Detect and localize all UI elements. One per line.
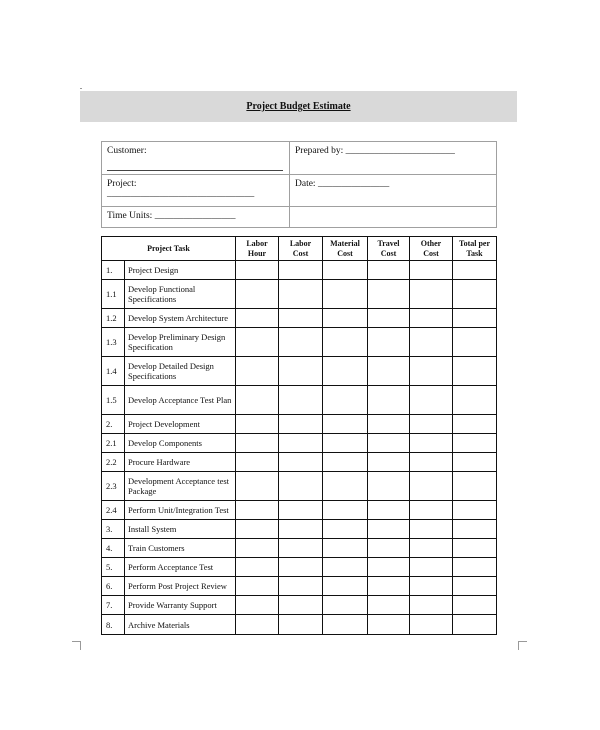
task-number: 2.4 [102,501,125,520]
travel-cost-cell[interactable] [368,386,410,415]
table-row [102,577,497,596]
labor-hour-cell[interactable] [236,453,279,472]
labor-cost-cell[interactable] [279,539,323,558]
time-units-cell[interactable] [102,207,290,228]
table-row [102,434,497,453]
material-cost-cell[interactable] [323,453,368,472]
travel-cost-cell[interactable] [368,520,410,539]
project-cell[interactable] [102,175,290,207]
budget-table [101,236,497,635]
task-name: Develop System Architecture [125,309,236,328]
other-cost-cell[interactable] [410,261,453,280]
labor-cost-cell[interactable] [279,386,323,415]
table-row [102,501,497,520]
total-per-task-cell[interactable] [453,520,497,539]
table-row [102,539,497,558]
travel-cost-cell[interactable] [368,328,410,357]
material-cost-cell[interactable] [323,596,368,615]
crop-mark-bottom-right [518,641,527,650]
labor-hour-cell[interactable] [236,415,279,434]
time-units-label: Time Units: [107,211,153,221]
table-header-row [102,237,497,261]
material-cost-cell[interactable] [323,501,368,520]
other-cost-cell[interactable] [410,280,453,309]
table-row [102,357,497,386]
other-cost-cell[interactable] [410,539,453,558]
task-number: 4. [102,539,125,558]
total-per-task-cell[interactable] [453,501,497,520]
other-cost-cell[interactable] [410,309,453,328]
other-cost-cell[interactable] [410,328,453,357]
table-row [102,615,497,635]
labor-cost-cell[interactable] [279,558,323,577]
task-name: Project Development [125,415,236,434]
total-per-task-cell[interactable] [453,280,497,309]
total-per-task-cell[interactable] [453,472,497,501]
total-per-task-cell[interactable] [453,328,497,357]
total-per-task-cell[interactable] [453,309,497,328]
labor-hour-cell[interactable] [236,261,279,280]
table-row [102,453,497,472]
task-name: Development Acceptance test Package [125,472,236,501]
travel-cost-cell[interactable] [368,539,410,558]
total-per-task-cell[interactable] [453,596,497,615]
travel-cost-cell[interactable] [368,596,410,615]
task-name: Train Customers [125,539,236,558]
travel-cost-cell[interactable] [368,472,410,501]
material-cost-cell[interactable] [323,328,368,357]
other-cost-cell[interactable] [410,520,453,539]
other-cost-cell[interactable] [410,415,453,434]
material-cost-cell[interactable] [323,577,368,596]
labor-cost-cell[interactable] [279,453,323,472]
task-name: Develop Acceptance Test Plan [125,386,236,415]
task-number: 1.4 [102,357,125,386]
task-number: 2.1 [102,434,125,453]
travel-cost-cell[interactable] [368,558,410,577]
travel-cost-cell[interactable] [368,577,410,596]
material-cost-cell[interactable] [323,539,368,558]
total-per-task-cell[interactable] [453,453,497,472]
time-units-field[interactable]: _________________ [154,211,236,221]
task-name: Provide Warranty Support [125,596,236,615]
table-row [102,472,497,501]
travel-cost-cell[interactable] [368,615,410,635]
material-cost-cell[interactable] [323,386,368,415]
travel-cost-cell[interactable] [368,309,410,328]
task-name: Develop Detailed Design Specifications [125,357,236,386]
task-name: Archive Materials [125,615,236,635]
task-number: 1.2 [102,309,125,328]
labor-hour-cell[interactable] [236,577,279,596]
other-cost-cell[interactable] [410,453,453,472]
material-cost-cell[interactable] [323,558,368,577]
task-number: 1.1 [102,280,125,309]
task-name: Perform Post Project Review [125,577,236,596]
labor-hour-cell[interactable] [236,386,279,415]
customer-field-line[interactable] [107,160,283,171]
header-travel-cost: Travel Cost [368,237,410,261]
other-cost-cell[interactable] [410,386,453,415]
task-number: 1.5 [102,386,125,415]
labor-cost-cell[interactable] [279,501,323,520]
other-cost-cell[interactable] [410,357,453,386]
labor-cost-cell[interactable] [279,520,323,539]
header-other-cost: Other Cost [410,237,453,261]
labor-cost-cell[interactable] [279,596,323,615]
material-cost-cell[interactable] [323,415,368,434]
task-number: 2.2 [102,453,125,472]
labor-hour-cell[interactable] [236,615,279,635]
labor-cost-cell[interactable] [279,615,323,635]
task-name: Develop Components [125,434,236,453]
table-row [102,309,497,328]
task-name: Develop Functional Specifications [125,280,236,309]
other-cost-cell[interactable] [410,577,453,596]
task-name: Perform Acceptance Test [125,558,236,577]
project-label: Project: [107,179,137,189]
task-number: 3. [102,520,125,539]
task-name: Develop Preliminary Design Specification [125,328,236,357]
customer-cell[interactable] [102,142,290,175]
material-cost-cell[interactable] [323,472,368,501]
labor-cost-cell[interactable] [279,434,323,453]
task-name: Procure Hardware [125,453,236,472]
labor-hour-cell[interactable] [236,472,279,501]
task-name: Perform Unit/Integration Test [125,501,236,520]
task-number: 2.3 [102,472,125,501]
table-row [102,596,497,615]
task-name: Install System [125,520,236,539]
task-number: 6. [102,577,125,596]
material-cost-cell[interactable] [323,357,368,386]
task-number: 5. [102,558,125,577]
header-labor-cost: Labor Cost [279,237,323,261]
labor-hour-cell[interactable] [236,309,279,328]
labor-hour-cell[interactable] [236,539,279,558]
header-total-per-task: Total per Task [453,237,497,261]
other-cost-cell[interactable] [410,596,453,615]
travel-cost-cell[interactable] [368,261,410,280]
header-project-task: Project Task [102,237,236,261]
prepared-by-field[interactable]: _______________________ [345,146,455,156]
labor-cost-cell[interactable] [279,261,323,280]
prepared-by-cell[interactable] [290,142,497,175]
travel-cost-cell[interactable] [368,415,410,434]
date-label: Date: [295,179,316,189]
material-cost-cell[interactable] [323,615,368,635]
total-per-task-cell[interactable] [453,558,497,577]
labor-hour-cell[interactable] [236,501,279,520]
total-per-task-cell[interactable] [453,357,497,386]
header-material-cost: Material Cost [323,237,368,261]
material-cost-cell[interactable] [323,261,368,280]
table-row [102,386,497,415]
labor-cost-cell[interactable] [279,328,323,357]
total-per-task-cell[interactable] [453,261,497,280]
labor-cost-cell[interactable] [279,577,323,596]
task-name: Project Design [125,261,236,280]
task-number: 1.3 [102,328,125,357]
total-per-task-cell[interactable] [453,615,497,635]
header-labor-hour: Labor Hour [236,237,279,261]
other-cost-cell[interactable] [410,501,453,520]
project-field[interactable]: _______________________________ [107,189,255,199]
material-cost-cell[interactable] [323,309,368,328]
labor-cost-cell[interactable] [279,357,323,386]
travel-cost-cell[interactable] [368,357,410,386]
project-info-table [101,141,497,228]
labor-hour-cell[interactable] [236,596,279,615]
material-cost-cell[interactable] [323,280,368,309]
date-cell[interactable] [290,175,497,207]
other-cost-cell[interactable] [410,615,453,635]
total-per-task-cell[interactable] [453,577,497,596]
material-cost-cell[interactable] [323,520,368,539]
task-number: 2. [102,415,125,434]
task-number: 1. [102,261,125,280]
customer-label: Customer: [107,146,147,156]
other-cost-cell[interactable] [410,472,453,501]
labor-hour-cell[interactable] [236,280,279,309]
labor-cost-cell[interactable] [279,472,323,501]
prepared-by-label: Prepared by: [295,146,344,156]
table-row [102,558,497,577]
empty-cell [290,207,497,228]
material-cost-cell[interactable] [323,434,368,453]
travel-cost-cell[interactable] [368,280,410,309]
travel-cost-cell[interactable] [368,434,410,453]
table-row [102,328,497,357]
labor-cost-cell[interactable] [279,309,323,328]
table-row [102,415,497,434]
labor-hour-cell[interactable] [236,328,279,357]
date-field[interactable]: _______________ [317,179,390,189]
total-per-task-cell[interactable] [453,434,497,453]
labor-cost-cell[interactable] [279,415,323,434]
title-bar [80,91,517,122]
labor-hour-cell[interactable] [236,558,279,577]
other-cost-cell[interactable] [410,558,453,577]
total-per-task-cell[interactable] [453,539,497,558]
task-number: 8. [102,615,125,635]
labor-hour-cell[interactable] [236,520,279,539]
crop-mark-bottom-left [72,641,81,650]
total-per-task-cell[interactable] [453,386,497,415]
table-row [102,261,497,280]
task-number: 7. [102,596,125,615]
table-row [102,280,497,309]
page-title: Project Budget Estimate [246,101,351,112]
labor-hour-cell[interactable] [236,434,279,453]
labor-hour-cell[interactable] [236,357,279,386]
total-per-task-cell[interactable] [453,415,497,434]
travel-cost-cell[interactable] [368,453,410,472]
table-row [102,520,497,539]
travel-cost-cell[interactable] [368,501,410,520]
other-cost-cell[interactable] [410,434,453,453]
labor-cost-cell[interactable] [279,280,323,309]
